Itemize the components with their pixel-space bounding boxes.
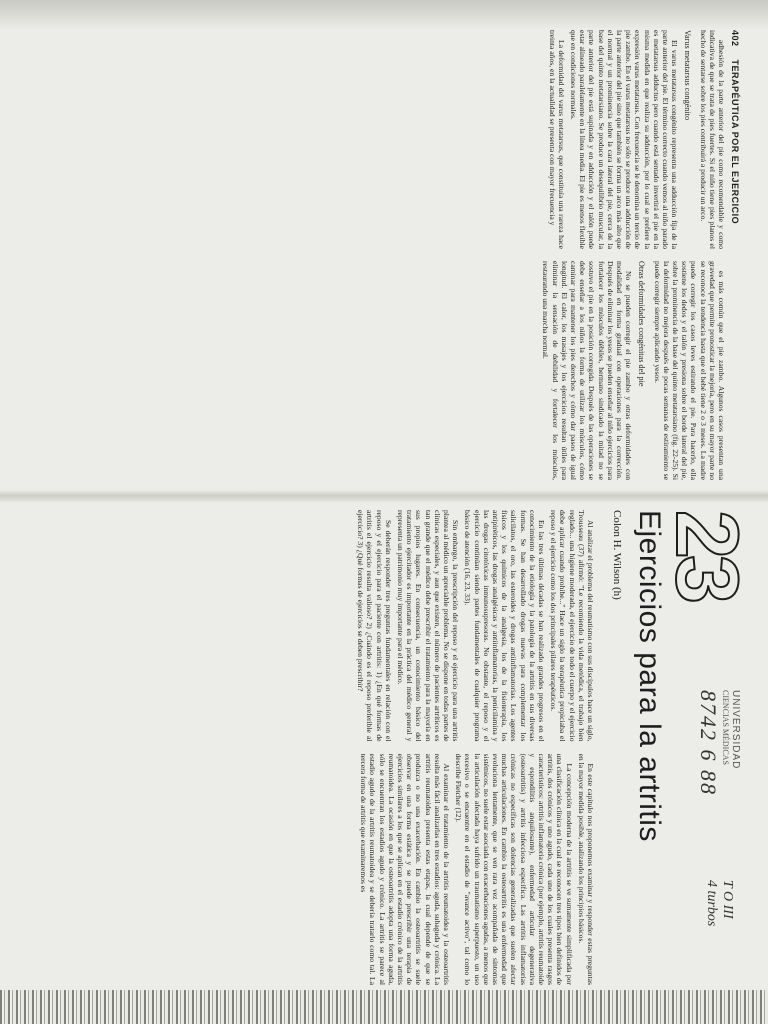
library-stamp bbox=[677, 690, 741, 840]
section-heading: Otras deformidades congénitas del pie bbox=[637, 261, 647, 387]
column-left bbox=[136, 30, 726, 249]
chapter-23-page bbox=[15, 510, 757, 985]
section-heading: Varus metatarsus congénito bbox=[683, 30, 693, 121]
paragraph: En este capítulo nos proponemos examinar y responder estas preguntas en la mayor medida posible, analizando los principios básicos. bbox=[576, 753, 595, 985]
handwritten-date: 8742 6 88 bbox=[696, 690, 721, 796]
chapter-author: Colon H. Wilson (h) bbox=[611, 510, 623, 600]
paragraph: El varus metatarsus congénito representa una adducción fija de la parte anterior del pie. El término correcto cuando vemos al niño parado es metatarsus adductus pero cuando está sentado invertirá el pie en la misma medida en que realiza su adducción, por lo cual se prefiere la expresión varus metatarsus. Con frecuencia se le denomina un tercio de pie zambo. En el varus metatarsus no sólo se produce una adducción de la parte anterior del pie sino que también se forma un arco más alto que el normal y un prominencia sobre la cara lateral del pie, cerca de la base del quinto metatarsiano. Se produce un desequilibrio muscular, la parte anterior del pie está supinada y en adducción y el talón puede estar alineado paralelamente en la línea media. El pie es menos flexible que en condiciones normales. bbox=[568, 30, 680, 249]
text-columns bbox=[136, 30, 726, 480]
page-number: 402 bbox=[730, 30, 740, 47]
chapter-header bbox=[595, 510, 757, 985]
handwritten-note-line-1: T O III bbox=[720, 880, 735, 919]
paragraph: adhesión de la parte anterior del pie como recomendable y como indicativa de que se trata de pies fuertes. Si el niño tiene pies planos el hecho de sentarse sobre los pies contribuirá a producir un arco. bbox=[698, 30, 726, 249]
text-columns bbox=[35, 510, 595, 985]
paragraph: La deformidad del varus metatarsus, que constituía una rareza hace treinta años, en la actualidad se presenta con mayor frecuencia y bbox=[547, 30, 566, 249]
chapter-number: 23 bbox=[658, 510, 757, 600]
column-right bbox=[35, 754, 595, 986]
page-edge-fringe bbox=[0, 990, 768, 1024]
running-head-title: TERAPÉUTICA POR EL EJERCICIO bbox=[730, 59, 740, 225]
stamp-line-2: CIENCIAS MÉDICAS bbox=[721, 690, 730, 765]
paragraph: La concepción moderna de la artritis se ve sumamente simplificada por una clasificación clínica en la cual se reconocen tres tipos bien definidos de artritis, dos crónicos y uno agudo, cada uno de los cuales presenta rasgos característicos: artritis inflamatoria crónica (por ejemplo, artritis reumatoide y espondilitis anquilosante), enfermedad articular degenerativa (osteoartritis) y artritis infecciosa específica. Las artritis inflamatorias crónicas no específicas son dolencias generalizadas que suelen afectar muchas articulaciones. En cambio la osteoartritis es una enfermedad que evoluciona lentamente, que se ven rara vez acompañada de síntomas sistémicos, no suele estar asociada con exacerbaciones agudas, a menos que la articulación afectada haya sufrido un traumatismo superpuesto, un uso excesivo o se encuentre en el estadio de "avance activo", tal como lo describe Fletcher (12). bbox=[454, 753, 574, 985]
handwritten-note-line-2: 4 turbos bbox=[704, 880, 719, 927]
column-right bbox=[136, 261, 726, 480]
chapter-title: Ejercicios para la artritis bbox=[633, 510, 666, 842]
scan-edge-shadow bbox=[0, 0, 768, 30]
paragraph: No se pueden corregir el pie zambo y otras deformidades con modalidad en forma gradual con operaciones para la corrección. Después de eliminar los yesos se pueden enseñar al niño ejercicios para fortalecer los músculos débiles, hermano sindicado la mitad no se sostuvo el pie en la posición corregida. Después de las operaciones se debe enseñar a los niños la forma de utilizar los músculos, cómo caminar para mantener los pies derechos y cómo dar pasos de igual longitud. El calor, los masajes y los ejercicios resultan útiles para eliminar la sensación de debilidad y fortalecer los músculos, restaurando una marcha normal. bbox=[541, 261, 634, 480]
paragraph: Se deberán responder tres preguntas fundamentales en relación con el reposo y el ejercicio para el paciente con artritis: 1) ¿En qué formas de artritis el ejercicio resulta valioso? 2) ¿Cuándo es el reposo preferible al ejercicio? 3) ¿Qué formas de ejercicios se deben prescribir? bbox=[356, 510, 393, 742]
stamp-line-1: UNIVERSIDAD bbox=[730, 690, 741, 770]
paragraph: Al examinar el tratamiento de la artritis reumatoidea y la osteoartritis resulta más fácil analizarlas en tres estadios: aguda, subaguda y crónica. La artritis reumatoidea presenta estas etapas, la cual depende de que se produzca o no una exacerbación. En cambio la osteoartritis se suele observar en una forma estática y se puede prescribir una terapia de ejercicios similares a los que se aplican en el estadio crónico de la artritis reumatoidea. La ocasión en que la osteoartritis adopta una forma aguda, sólo se encuentran los estadios agudo y crónico. La artritis se parece al estadio agudo de la artritis reumatoidea y se debería tratarlo como tal. La tercera forma de artritis que examinaremos es bbox=[359, 753, 451, 985]
book-gutter bbox=[0, 490, 768, 502]
column-left bbox=[35, 510, 595, 742]
handwritten-note bbox=[703, 880, 735, 926]
paragraph: Sin embargo, la prescripción del reposo y el ejercicio para una artritis plantea al médico un apreciable problema. No se dispone en todas partes de clínicas especiales, y aun que existen, el número de pacientes artríticos es tan grande que el médico debe prescribir el tratamiento para la mayoría en sus propios lugares. En consecuencia, un conocimiento básico del tratamiento ejercitador es importante en la práctica del médico general y representa un patrimonio muy importante para el médico. bbox=[395, 510, 461, 742]
paragraph: En las tres últimas décadas se han realizado grandes progresos en el conocimiento de la etiología y la patología de la artritis en sus diversas formas. Se han desarrollado drogas nuevas para complementar los salicilatos, el oro, las esteroides y drogas antiinflamatorias. Los agentes físicos y los químicos de la analgesia, los de la fisioterapia, los antipiréticos, las drogas analgésicas y antiinflamatorias, la penicilamina y las drogas citotóxicas inmunosupresoras. No obstante, el reposo y el ejercicio continúan siendo partes fundamentales de cualquier programa básico de atención (16, 23, 33). bbox=[463, 510, 546, 742]
paragraph: es más común que el pie zambo. Algunos casos presentan una gravedad que permite pronosticar la mejoría, pero en su mayor parte no se reconoce la tendencia hasta que el bebé tiene 2 o 3 meses. La madre puede corregir los casos leves estirando el pie. Para hacerlo, ella sostiene los dedos y el talón y presiona sobre el borde lateral del pie, sobre la prominencia de la base del quinto metatarsiano (fig. 22-25). Si la deformidad no mejora después de pocas semanas de estiramiento se puede corregir siempre aplicando yesos. bbox=[652, 261, 726, 480]
paragraph: Al analizar el problema del reumatismo con sus discípulos hace un siglo, Trousseau (37) afirmó: "Le recomiendo la vida metódica, el trabajo bien reglado... una higiene moderada, el ejercicio de todo el cuerpo y el ejercicio debe aplicar cuando prohibe..." Hace un siglo la terapéutica propiciaba el reposo y el ejercicio como los dos principales pilares terapéuticos. bbox=[549, 510, 595, 742]
running-head bbox=[726, 30, 740, 480]
page-402 bbox=[130, 30, 740, 480]
